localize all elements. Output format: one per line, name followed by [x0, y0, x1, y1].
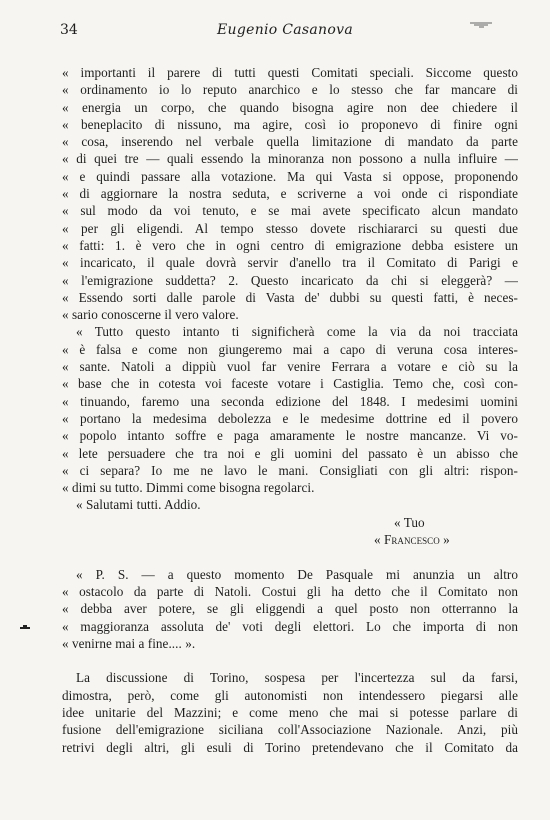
text-line: « P. S. — a questo momento De Pasquale mi anunzia un altro: [76, 566, 518, 582]
body-text: [62, 64, 518, 756]
text-line: « sario conoscerne il vero valore.: [62, 307, 239, 323]
page-header: [60, 22, 510, 42]
text-line: « Essendo sorti dalle parole di Vasta de' dubbi su questi fatti, è neces-: [62, 289, 518, 305]
page-number: 34: [60, 22, 78, 38]
text-line: « lete persuadere che tra noi e gli uomini del passato è un abisso che: [62, 445, 518, 461]
text-line: « dimi su tutto. Dimmi come bisogna regolarci.: [62, 480, 315, 496]
text-line: fusione dell'emigrazione siciliana coll'Associazione Nazionale. Anzi, più: [62, 722, 518, 738]
margin-mark: [20, 627, 30, 629]
text-line: « portano la medesima debolezza e le medesime dottrine ed il povero: [62, 410, 518, 426]
valediction: « Tuo: [394, 514, 425, 530]
text-line: « maggioranza assoluta de' voti degli elettori. Lo che importa di non: [62, 618, 518, 634]
signature-name: « Francesco »: [374, 532, 450, 548]
text-line: « per gli eligendi. Al tempo stesso dovete rischiararci su questi due: [62, 220, 518, 236]
text-line: retrivi degli altri, gli esuli di Torino pretendevano che il Comitato da: [62, 739, 518, 755]
text-line: « di quei tre — quali essendo la minoranza non possono a nulla influire —: [62, 151, 518, 167]
text-line: « ostacolo da parte di Natoli. Costui gli ha detto che il Comitato non: [62, 583, 518, 599]
text-line: « popolo intanto soffre e paga amaramente le nostre mancanze. Vi vo-: [62, 428, 518, 444]
text-line: « e quindi passare alla votazione. Ma qui Vasta si oppose, proponendo: [62, 168, 518, 184]
text-line: « sante. Natoli a dippiù vuol far venire Ferrara a votare e ciò su la: [62, 359, 518, 375]
text-line: « ordinamento io lo reputo anarchico e lo stesso che far mancare di: [62, 82, 518, 98]
closing-line: « Salutami tutti. Addio.: [76, 497, 201, 513]
text-line: « base che in cotesta voi faceste votare i Castiglia. Temo che, così con-: [62, 376, 518, 392]
text-line: « debba aver potere, se gli eliggendi a quel posto non otterranno la: [62, 601, 518, 617]
text-line: « di aggiornare la nostra seduta, e scriverne a voi onde ci rispondiate: [62, 186, 518, 202]
text-line: « Tutto questo intanto ti significherà come la via da noi tracciata: [76, 324, 518, 340]
text-line: « sul modo da voi tenuto, e se mai avete specificato alcun mandato: [62, 203, 518, 219]
letter-paragraph: [62, 64, 518, 323]
text-line: « fatti: 1. è vero che in ogni centro di emigrazione debba esistere un: [62, 237, 518, 253]
text-line: « tinuando, faremo una seconda edizione del 1848. I medesimi uomini: [62, 393, 518, 409]
text-line: « l'emigrazione suddetta? 2. Questo incaricato da chi si eleggerà? —: [62, 272, 518, 288]
postscript: [62, 566, 518, 652]
text-line: « è falsa e come non giungeremo mai a capo di veruna cosa interes-: [62, 341, 518, 357]
running-head: Eugenio Casanova: [217, 22, 353, 38]
signature-block: [62, 514, 518, 549]
text-line: idee unitarie del Mazzini; e come meno che mai si potesse parlare di: [62, 704, 518, 720]
text-line: « importanti il parere di tutti questi Comitati speciali. Siccome questo: [62, 65, 518, 80]
narrative-paragraph: [62, 669, 518, 755]
text-line: « cosa, inserendo nel verbale quella limitazione di mandato da parte: [62, 134, 518, 150]
section-gap: [62, 548, 518, 565]
text-line: « incaricato, il quale dovrà servir d'anello tra il Comitato di Parigi e: [62, 255, 518, 271]
letter-paragraph-2: [62, 323, 518, 496]
section-gap: [62, 652, 518, 669]
text-line: « beneplacito di nissuno, ma agire, così io proponevo di finire ogni: [62, 116, 518, 132]
text-line: « energia un corpo, che quando bisogna agire non dee chiedere il: [62, 99, 518, 115]
corner-scan-mark: [470, 22, 492, 28]
text-line: « venirne mai a fine.... ».: [62, 635, 196, 651]
text-line: La discussione di Torino, sospesa per l'incertezza sul da farsi,: [76, 670, 518, 686]
text-line: « ci separa? Io me ne lavo le mani. Consigliati con gli altri: rispon-: [62, 462, 518, 478]
text-line: dimostra, però, come gli autonomisti non intendessero piegarsi alle: [62, 687, 518, 703]
